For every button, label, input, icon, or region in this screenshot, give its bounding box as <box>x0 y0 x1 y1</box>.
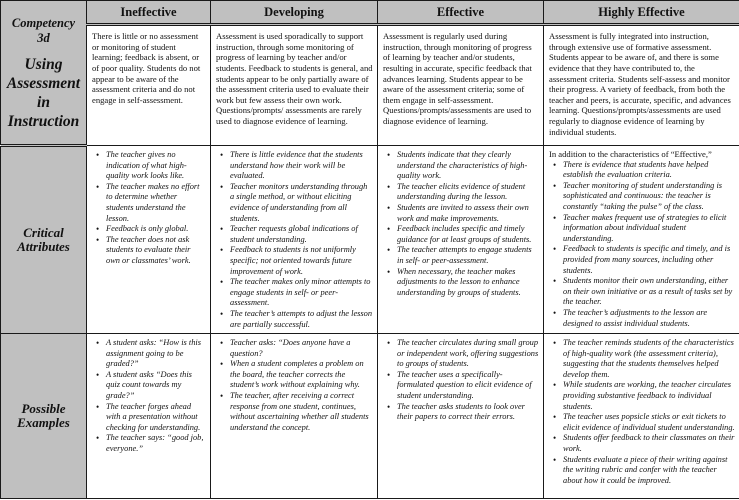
competency-title <box>7 55 80 131</box>
bullet-list <box>378 338 543 423</box>
level-header-ineffective: Ineffective <box>87 1 211 25</box>
list-item: • Teacher asks: “Does anyone have a question? <box>230 338 373 359</box>
list-item: • The teacher uses a specifically-formulated question to elicit evidence of student understanding. <box>397 370 539 402</box>
examples-effective <box>378 334 544 499</box>
critical-attributes-label-cell <box>1 146 87 334</box>
label-line: Possible <box>21 401 66 416</box>
list-item: • A student asks “Does this quiz count towards my grade?” <box>106 370 206 402</box>
bullet-list <box>544 160 739 330</box>
critical-attributes-row <box>1 146 739 334</box>
list-item: • While students are working, the teacher circulates providing substantive feedback to individual students. <box>563 380 735 412</box>
list-item: • The teacher gives no indication of what high-quality work looks like. <box>106 150 206 182</box>
examples-ineffective <box>87 334 211 499</box>
list-item: • There is little evidence that the students understand how their work will be evaluated. <box>230 150 373 182</box>
description-effective <box>378 25 544 146</box>
list-item: • Feedback to students is specific and timely, and is provided from many sources, including other students. <box>563 244 735 276</box>
list-item: • The teacher says: “good job, everyone.” <box>106 433 206 454</box>
possible-examples-label-cell <box>1 334 87 499</box>
list-item: • The teacher asks students to look over their papers to correct their errors. <box>397 402 539 423</box>
critical-effective <box>378 146 544 334</box>
list-item: • There is evidence that students have helped establish the evaluation criteria. <box>563 160 735 181</box>
competency-code: 3d <box>37 30 50 45</box>
list-item: • The teacher uses popsicle sticks or exit tickets to elicit evidence of individual student understanding. <box>563 412 735 433</box>
description-highly-effective <box>544 25 739 146</box>
list-item: • Students monitor their own understanding, either on their own initiative or as a result of tasks set by the teacher. <box>563 276 735 308</box>
list-item: • When a student completes a problem on the board, the teacher corrects the student’s work without explaining why. <box>230 359 373 391</box>
description-ineffective <box>87 25 211 146</box>
title-line: Assessment <box>6 74 81 92</box>
list-item: • The teacher reminds students of the characteristics of high-quality work (the assessment criteria), suggesting that the students themselves helped develop them. <box>563 338 735 380</box>
description-text: Assessment is regularly used during instruction, through monitoring of progress of learning by teacher and/or students, resulting in accurate, specific feedback that advances learning. Students appear to be aware of the assessment criteria; some of them engage in self-assessment. Questions/prompts/assessments are used to diagnose evidence of learning. <box>383 31 532 126</box>
bullet-list <box>87 150 210 267</box>
critical-attributes-label <box>1 226 86 254</box>
list-item: • Teacher makes frequent use of strategies to elicit information about individual student understanding. <box>563 213 735 245</box>
bullet-list <box>87 338 210 455</box>
critical-developing <box>211 146 378 334</box>
list-item: • The teacher’s attempts to adjust the lesson are partially successful. <box>230 309 373 330</box>
competency-label: Competency <box>11 15 76 30</box>
description-row <box>1 25 739 146</box>
list-item: • Students offer feedback to their classmates on their work. <box>563 433 735 454</box>
list-item: • The teacher elicits evidence of student understanding during the lesson. <box>397 182 539 203</box>
list-item: • The teacher makes only minor attempts to engage students in self- or peer-assessment. <box>230 277 373 309</box>
description-developing <box>211 25 378 146</box>
lead-text: In addition to the characteristics of “Effective,” <box>549 149 712 159</box>
label-line: Attributes <box>17 239 70 254</box>
title-line: in <box>37 93 50 111</box>
list-item: • When necessary, the teacher makes adjustments to the lesson to enhance understanding by groups of students. <box>397 267 539 299</box>
list-item: • The teacher does not ask students to evaluate their own or classmates’ work. <box>106 235 206 267</box>
level-header-effective: Effective <box>378 1 544 25</box>
description-text: There is little or no assessment or monitoring of student learning; feedback is absent, or of poor quality. Students do not appear to be aware of the assessment criteria and do not engage in self-assessment. <box>92 31 201 105</box>
list-item: • The teacher, after receiving a correct response from one student, continues, without ascertaining whether all students understand the concept. <box>230 391 373 433</box>
level-header-highly-effective: Highly Effective <box>544 1 739 25</box>
bullet-list <box>211 338 377 433</box>
list-item: • The teacher’s adjustments to the lesson are designed to assist individual students. <box>563 308 735 329</box>
possible-examples-row <box>1 334 739 499</box>
list-item: • Feedback includes specific and timely guidance for at least groups of students. <box>397 224 539 245</box>
label-line: Critical <box>23 225 64 240</box>
bullet-list <box>378 150 543 298</box>
list-item: • Teacher monitoring of student understanding is sophisticated and continuous: the teacher is constantly “taking the pulse” of the class. <box>563 181 735 213</box>
header-row <box>1 1 739 25</box>
possible-examples-label <box>1 402 86 430</box>
description-text: Assessment is fully integrated into instruction, through extensive use of formative assessment. Students appear to be aware of, and there is some evidence that they have contributed to, the assessment criteria. Students self-assess and monitor their progress. A variety of feedback, from both the teacher and peers, is accurate, specific, and advances learning. Questions/prompts/assessments are used regularly to diagnose evidence of learning by individual students. <box>549 31 731 137</box>
list-item: • Feedback to students is not uniformly specific; not oriented towards future improvement of work. <box>230 245 373 277</box>
list-item: • Students evaluate a piece of their writing against the writing rubric and confer with the teacher about how it could be improved. <box>563 455 735 487</box>
critical-ineffective <box>87 146 211 334</box>
bullet-list <box>544 338 739 486</box>
list-item: • Teacher requests global indications of student understanding. <box>230 224 373 245</box>
title-line: Using <box>24 55 63 73</box>
level-header-developing: Developing <box>211 1 378 25</box>
list-item: • The teacher forges ahead with a presentation without checking for understanding. <box>106 402 206 434</box>
examples-highly-effective <box>544 334 739 499</box>
critical-highly-effective <box>544 146 739 334</box>
list-item: • Feedback is only global. <box>106 224 206 235</box>
description-text: Assessment is used sporadically to support instruction, through some monitoring of progress of learning by teacher and/or students. Feedback to students is general, and students appear to be only partially aware of the assessment criteria used to evaluate their work but few assess their own work. Questions/prompts/ assessments are rarely used to diagnose evidence of learning. <box>216 31 373 126</box>
examples-developing <box>211 334 378 499</box>
list-item: • Teacher monitors understanding through a single method, or without eliciting evidence of understanding from all students. <box>230 182 373 224</box>
label-line: Examples <box>17 415 70 430</box>
bullet-list <box>211 150 377 330</box>
list-item: • The teacher attempts to engage students in self- or peer-assessment. <box>397 245 539 266</box>
competency-cell <box>1 1 87 146</box>
list-item: • A student asks: “How is this assignment going to be graded?” <box>106 338 206 370</box>
list-item: • Students are invited to assess their own work and make improvements. <box>397 203 539 224</box>
title-line: Instruction <box>7 112 80 130</box>
list-item: • Students indicate that they clearly understand the characteristics of high-quality work. <box>397 150 539 182</box>
list-item: • The teacher circulates during small group or independent work, offering suggestions to groups of students. <box>397 338 539 370</box>
list-item: • The teacher makes no effort to determine whether students understand the lesson. <box>106 182 206 224</box>
